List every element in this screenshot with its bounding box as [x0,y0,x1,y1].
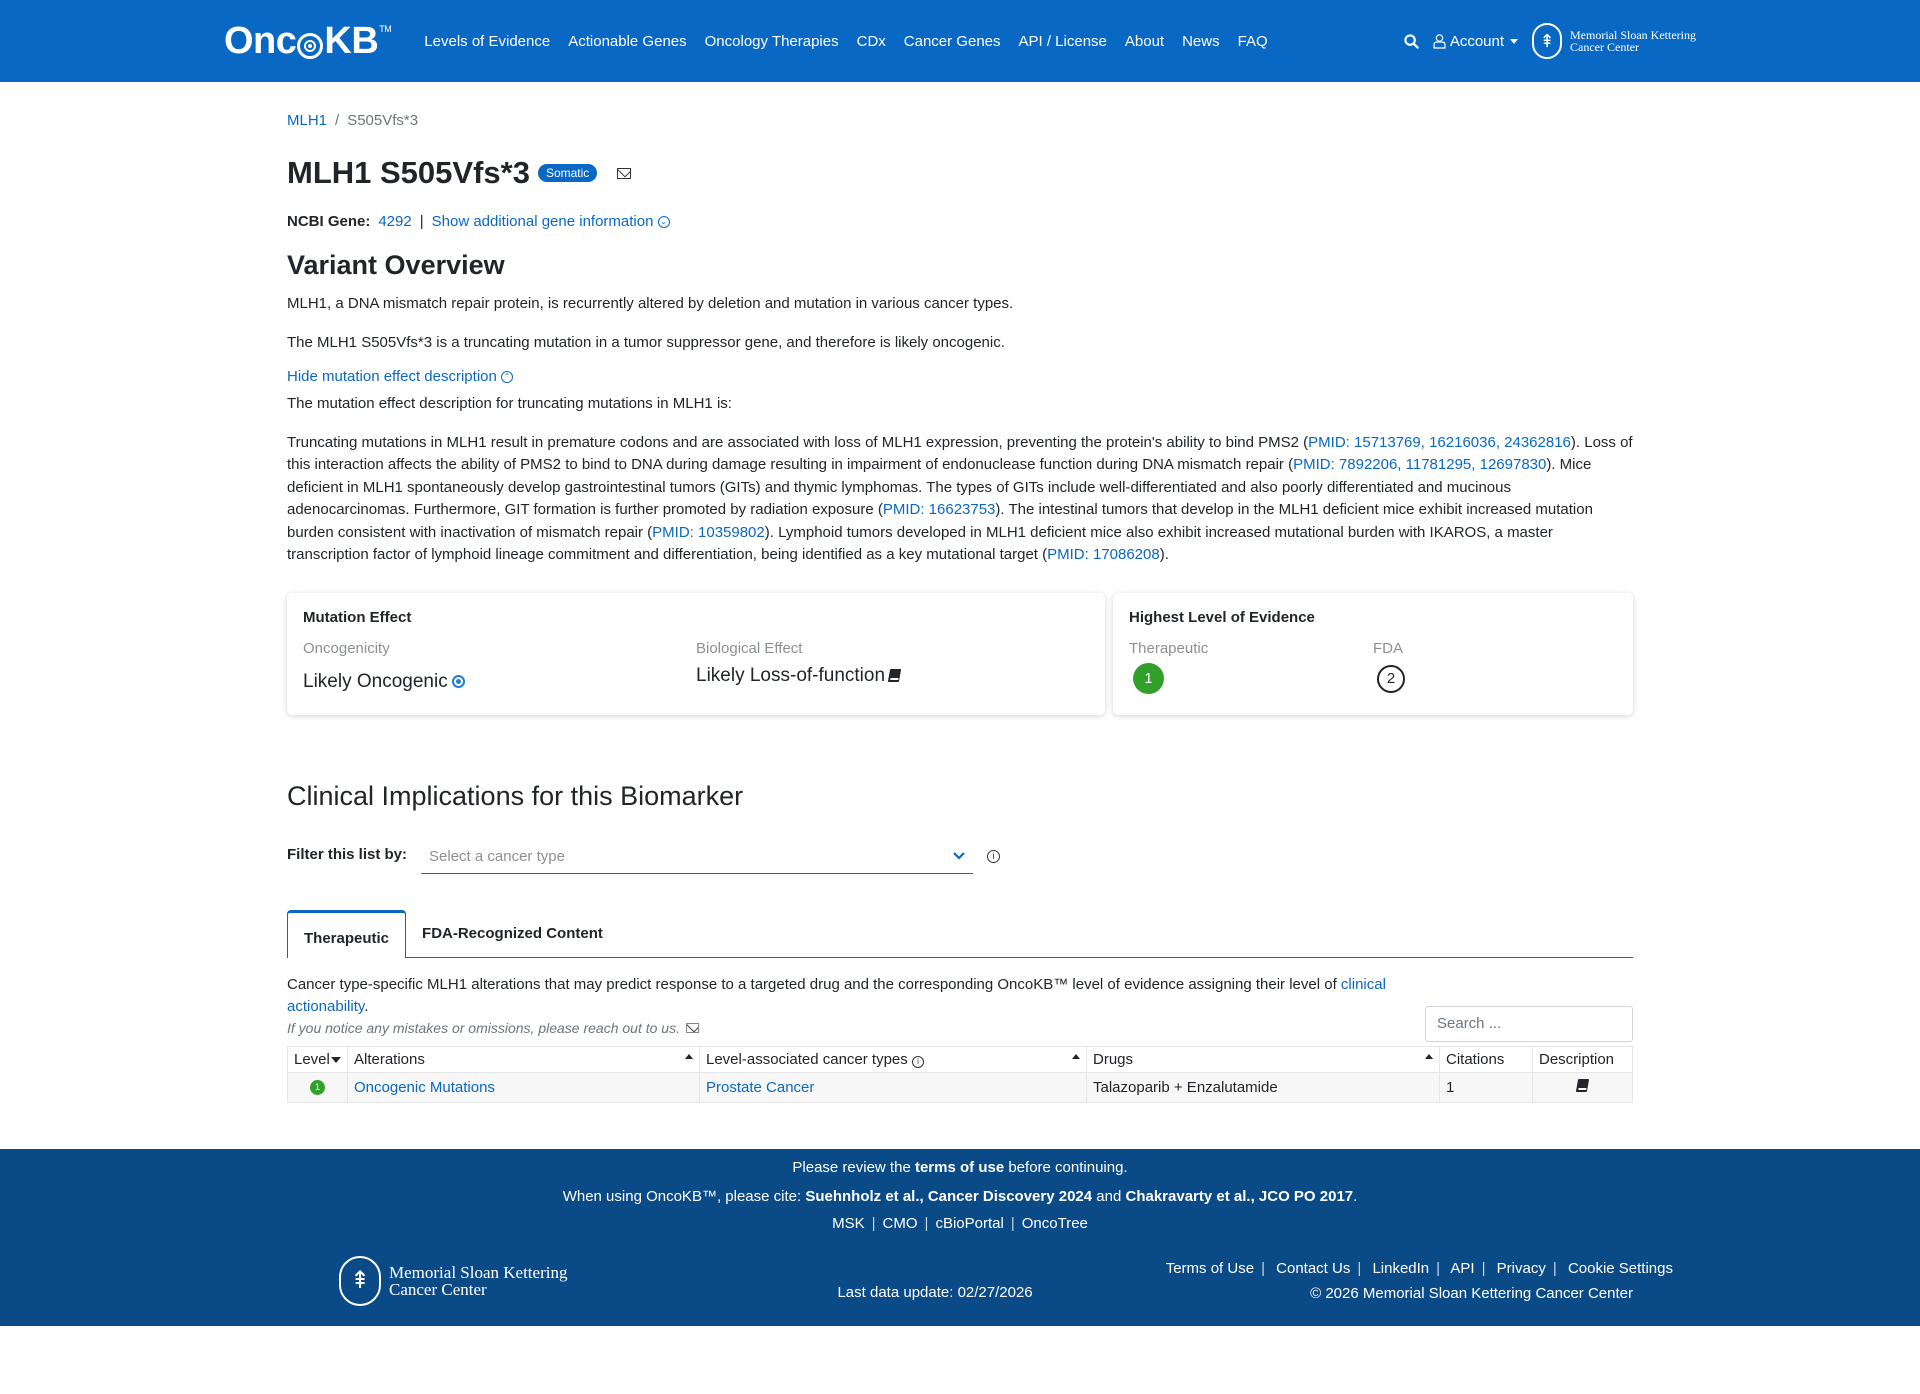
terms-notice: Please review the terms of use before continuing. [792,1158,1128,1176]
tab-description: Cancer type-specific MLH1 alterations that may predict response to a targeted drug and the corresponding OncoKB™ level of evidence assigning their level of clinical actionability. [287,975,1386,1015]
nav-faq[interactable]: FAQ [1237,32,1268,50]
fda-level-badge[interactable]: 2 [1377,665,1405,693]
title-row [287,155,1633,191]
chevron-down-circle-icon: ⌄ [658,216,670,228]
footer [0,1149,1920,1326]
info-icon[interactable]: i [912,1056,924,1068]
copyright: © 2026 Memorial Sloan Kettering Cancer Center [1310,1284,1633,1302]
filter-row [287,840,1633,874]
footer-bottom [287,1256,1673,1306]
breadcrumb-separator: / [335,112,340,129]
top-navbar [0,0,1920,82]
footer-link-api[interactable]: API [1450,1259,1475,1277]
main-content [287,82,1633,1103]
cancer-type-select[interactable] [421,840,973,874]
level-1-icon: 1 [310,1080,325,1095]
biological-effect-label: Biological Effect [696,639,803,657]
tab-fda-recognized-content[interactable]: FDA-Recognized Content [422,924,603,942]
highest-level-title: Highest Level of Evidence [1129,608,1315,626]
summary-cards [287,593,1633,715]
cell-description [1533,1072,1633,1102]
mutation-effect-intro: The mutation effect description for truncating mutations in MLH1 is: [287,395,732,412]
book-icon[interactable] [888,669,901,682]
feedback-note: If you notice any mistakes or omissions, please reach out to us. [287,1020,1387,1036]
table-header-row [288,1046,1633,1072]
column-header-alterations[interactable]: Alterations [348,1046,700,1072]
highest-level-card [1113,593,1633,715]
logo-trademark: TM [379,23,392,34]
book-icon[interactable] [1576,1079,1589,1092]
nav-actionable-genes[interactable]: Actionable Genes [568,32,687,50]
sort-desc-icon [331,1057,341,1063]
pmid-link[interactable]: PMID: 10359802 [652,523,765,541]
mutation-effect-title: Mutation Effect [303,608,412,626]
terms-of-use-link[interactable]: terms of use [914,1158,1005,1176]
cell-cancer-type [700,1072,1087,1102]
search-icon[interactable] [1404,34,1419,49]
citation-notice: When using OncoKB™, please cite: Suehnholz et al., Cancer Discovery 2024 and Chakravarty et al., JCO PO 2017. [562,1187,1358,1205]
page-title: MLH1 S505Vfs*3 [287,155,530,190]
table-search-input[interactable]: Search ... [1425,1006,1633,1042]
show-additional-gene-info-link[interactable]: Show additional gene information ⌄ [432,213,670,230]
breadcrumb-variant: S505Vfs*3 [347,112,419,129]
citation-link-1[interactable]: Suehnholz et al., Cancer Discovery 2024 [805,1187,1093,1205]
cell-alteration [348,1072,700,1102]
gene-summary: MLH1, a DNA mismatch repair protein, is recurrently altered by deletion and mutation in various cancer types. [287,295,1014,312]
chevron-down-icon [953,852,965,860]
footer-partner-links: MSK | CMO | cBioPortal | OncoTree [832,1214,1088,1232]
table-row [288,1072,1633,1102]
oncogenicity-label: Oncogenicity [303,639,390,657]
sort-asc-icon [1425,1054,1433,1059]
cell-drugs: Talazoparib + Enzalutamide [1087,1072,1440,1102]
tab-description-row [287,974,1633,1036]
clinical-actionability-link[interactable]: clinical actionability [287,975,1386,1015]
clinical-implications-heading: Clinical Implications for this Biomarker [287,780,744,811]
footer-link-oncotree[interactable]: OncoTree [1021,1214,1088,1232]
breadcrumb-gene-link[interactable]: MLH1 [287,112,328,129]
pmid-link[interactable]: PMID: 7892206, 11781295, 12697830 [1293,456,1547,473]
somatic-badge: Somatic [538,164,597,182]
alteration-link[interactable]: Oncogenic Mutations [354,1078,495,1096]
therapeutic-table [287,1046,1633,1103]
logo-text: Onc [224,19,297,62]
nav-about[interactable]: About [1124,32,1165,50]
chevron-up-circle-icon: ⌃ [501,371,513,383]
cancer-type-link[interactable]: Prostate Cancer [706,1078,815,1096]
nav-links [415,33,1276,50]
pmid-link[interactable]: PMID: 16623753 [882,501,996,518]
ncbi-gene-label: NCBI Gene: [287,213,371,230]
user-icon [1433,34,1446,49]
account-dropdown[interactable] [1433,33,1518,50]
filter-label: Filter this list by: [287,846,408,863]
oncokb-logo[interactable] [224,20,391,63]
nav-cdx[interactable]: CDx [856,32,886,50]
sort-asc-icon [685,1054,693,1059]
footer-right: Terms of Use | Contact Us | LinkedIn | API | Privacy | Cookie Settings © 2026 Memorial Sloan Kettering Cancer Center [1165,1259,1673,1302]
footer-msk-logo[interactable] [339,1256,567,1306]
hide-mutation-effect-link[interactable]: Hide mutation effect description ⌃ [287,368,1633,385]
footer-link-cmo[interactable]: CMO [882,1214,918,1232]
tab-therapeutic[interactable]: Therapeutic [287,910,406,959]
column-header-cancer-types[interactable]: Level-associated cancer types i [700,1046,1087,1072]
mail-icon[interactable] [686,1023,699,1033]
footer-link-linkedin[interactable]: LinkedIn [1372,1259,1430,1277]
msk-emblem-icon: ⇞ [339,1256,381,1306]
nav-levels-of-evidence[interactable]: Levels of Evidence [424,32,551,50]
oncogenic-target-icon [452,675,465,688]
mutation-effect-card [287,593,1105,715]
logo-target-icon [297,33,323,59]
cell-level [288,1072,348,1102]
caret-down-icon [1510,39,1518,44]
logo-text-suffix: KB [324,19,379,62]
breadcrumb [287,112,1633,129]
last-data-update: Last data update: 02/27/2026 [837,1284,1033,1301]
footer-link-msk[interactable]: MSK [832,1214,865,1232]
column-header-citations[interactable]: Citations [1440,1046,1533,1072]
footer-link-cbioportal[interactable]: cBioPortal [935,1214,1004,1232]
column-header-drugs[interactable]: Drugs [1087,1046,1440,1072]
column-header-description: Description [1533,1046,1633,1072]
pmid-link[interactable]: PMID: 17086208 [1047,546,1160,563]
pmid-link[interactable]: PMID: 15713769, 16216036, 24362816 [1308,433,1571,451]
tab-bar [287,910,1633,958]
footer-link-terms[interactable]: Terms of Use [1165,1259,1255,1277]
variant-summary: The MLH1 S505Vfs*3 is a truncating mutation in a tumor suppressor gene, and therefore is likely oncogenic. [287,333,1005,351]
column-header-level[interactable]: Level [288,1046,348,1072]
citation-link-2[interactable]: Chakravarty et al., JCO PO 2017 [1125,1187,1354,1205]
ncbi-gene-link[interactable]: 4292 [378,213,412,230]
mail-icon[interactable] [617,168,631,179]
therapeutic-level-badge[interactable]: 1 [1133,663,1164,694]
variant-overview-heading: Variant Overview [287,250,505,280]
nav-cancer-genes[interactable]: Cancer Genes [903,32,1001,50]
footer-link-contact[interactable]: Contact Us [1276,1259,1351,1277]
biological-effect-value: Likely Loss-of-function [696,664,886,686]
mutation-effect-description: Truncating mutations in MLH1 result in premature codons and are associated with loss of MLH1 expression, preventing the protein's ability to bind PMS2 (PMID: 15713769, 16216036, 24362816). Loss of this interaction affects the ability of PMS2 to bind to DNA during damage resulting in impairment of endonuclease function during DNA mismatch repair (PMID: 7892206, 11781295, 12697830). Mice deficient in MLH1 spontaneously develop gastrointestinal tumors (GITs) and thymic lymphomas. The types of GITs include well-differentiated and also poorly differentiated and mucinous adenocarcinomas. Furthermore, GIT formation is further promoted by radiation exposure (PMID: 16623753). The intestinal tumors that develop in the MLH1 deficient mice exhibit increased mutation burden consistent with inactivation of mismatch repair (PMID: 10359802). Lymphoid tumors developed in MLH1 deficient mice also exhibit increased mutational burden with IKAROS, a master transcription factor of lymphoid lineage commitment and differentiation, being identified as a key mutational target (PMID: 17086208). [287,433,1633,563]
sort-asc-icon [1072,1054,1080,1059]
info-icon[interactable]: i [987,850,1000,863]
oncogenicity-value: Likely Oncogenic [303,670,448,692]
cell-citations[interactable]: 1 [1440,1072,1533,1102]
account-label: Account [1449,32,1505,50]
footer-link-privacy[interactable]: Privacy [1496,1259,1546,1277]
nav-oncology-therapies[interactable]: Oncology Therapies [704,32,839,50]
separator: | [419,213,424,230]
msk-logo-text: Memorial Sloan Kettering Cancer Center [389,1262,568,1299]
cancer-type-placeholder: Select a cancer type [429,847,565,865]
nav-right [1404,23,1696,59]
nav-api-license[interactable]: API / License [1018,32,1107,50]
footer-link-cookie-settings[interactable]: Cookie Settings [1567,1259,1673,1277]
fda-label: FDA [1373,639,1403,657]
msk-logo-text: Memorial Sloan Kettering Cancer Center [1570,28,1696,54]
therapeutic-label: Therapeutic [1129,639,1209,657]
msk-logo[interactable] [1532,23,1696,59]
msk-emblem-icon: ⇞ [1532,23,1562,59]
gene-info [287,213,1633,230]
nav-news[interactable]: News [1182,32,1220,50]
